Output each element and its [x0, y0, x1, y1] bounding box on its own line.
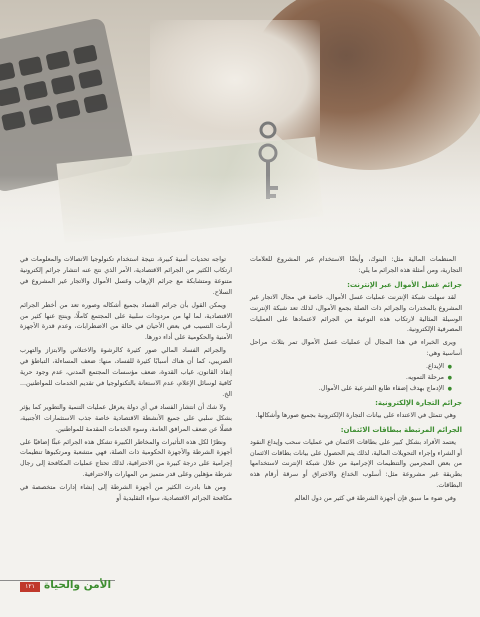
- paragraph: ونظرًا لكل هذه التأثيرات والمخاطر الكبيرة تشكل هذه الجرائم عبئًا إضافيًا على أجهزة الشرطة والأجهزة الحكومية ذات الصلة، فهي متشعبة ومرتكبوها تنظيمات إجرامية على درجة كبيرة من الاحترافية، لذلك تحتاج عمليات المكافحة إلى رجال شرطة مؤهلين وعلى قدر متميز من المهارات والاحترافية.: [20, 438, 232, 479]
- magazine-title: الأمن والحياة: [44, 579, 112, 591]
- paragraph: لقد سهلت شبكة الإنترنت عمليات غسل الأموال، خاصة في مجال الاتجار غير المشروع بالمخدرات والجرائم ذات الصلة بجمع الأموال، لذلك تعد شبكة الإنترنت الوسيلة المثالية لارتكاب هذه النوعية من الجرائم لاعتمادها على العمليات المصرفية الإلكترونية.: [250, 293, 462, 334]
- paragraph: وفي ضوء ما سبق فإن أجهزة الشرطة في كثير من دول العالم: [294, 495, 456, 503]
- paragraph: يعتمد الأفراد بشكل كبير على بطاقات الائتمان في عمليات سحب وإيداع النقود أو الشراء وإجراء التحويلات المالية، لذلك يتم الحصول على بيانات بطاقات الائتمان من بعض المجرمين والتنظيمات الإجرامية من خلال شبكة الإنترنت لاستخدامها بطريقة غير مشروعة مثل: أسلوب الخداع والاختراق أو سرقة أرقام هذه البطاقات.: [250, 438, 462, 490]
- list-item: ● مرحلة التمويه.: [250, 373, 452, 384]
- paragraph: ويرى الخبراء في هذا المجال أن عمليات غسل الأموال تمر بثلاث مراحل أساسية وهي:: [250, 339, 462, 358]
- section-heading: الجرائم المرتبطة ببطاقات الائتمان:: [340, 425, 462, 434]
- list-item: ● الإيداع.: [250, 362, 452, 373]
- paragraph: ولا شك أن انتشار الفساد في أي دولة يعرقل عمليات التنمية والتطوير كما يؤثر بشكل سلبي على جميع الأنشطة الاقتصادية خاصة جذب الاستثمارات الأجنبية، فضلًا عن ضعف المرافق العامة، وسوء الخدمات المقدمة للمواطنين.: [20, 403, 232, 433]
- section-heading: جرائم التجارة الإلكترونية:: [375, 398, 462, 407]
- page-number: ١٢١: [20, 582, 40, 592]
- article-column-left: [20, 255, 232, 507]
- paragraph: تواجه تحديات أمنية كبيرة، نتيجة استخدام تكنولوجيا الاتصالات والمعلومات في ارتكاب الكثير من الجرائم الاقتصادية، الأمر الذي نتج عنه انتشار جرائم إلكترونية متنوعة ومتشابكة مع جرائم الإرهاب وغسل الأموال والاتجار غير المشروع في السلاح.: [20, 256, 232, 296]
- section-heading: جرائم غسل الأموال عبر الإنترنت:: [347, 280, 462, 289]
- paragraph: ومن هنا بادرت الكثير من أجهزة الشرطة إلى إنشاء إدارات متخصصة في مكافحة الجرائم الاقتصادية، سواء التقليدية أو: [20, 484, 232, 503]
- article-column-right: [250, 255, 462, 507]
- paragraph: المنظمات المالية مثل: البنوك، وأيضًا الاستخدام غير المشروع للعلامات التجارية، ومن أمثلة هذه الجرائم ما يلي:: [250, 256, 462, 274]
- paragraph: وهي تتمثل في الاعتداء على بيانات التجارة الإلكترونية بجميع صورها وأشكالها.: [255, 411, 456, 419]
- list-item: ● الإدماج بهدف إضفاء طابع الشرعية على الأموال.: [250, 384, 452, 395]
- stages-list: [250, 362, 462, 395]
- hero-image: [0, 0, 480, 245]
- paragraph: ويمكن القول بأن جرائم الفساد بجميع أشكاله وصوره تعد من أخطر الجرائم الاقتصادية، لما لها من مردودات سلبية على المجتمع كاملًا، وينتج عنها كثير من أزمات التسيب في بعض الأحيان في حالة من الاضطرابات، وعدم قدرة الأجهزة الأمنية والحكومية على أداء دورها.: [20, 301, 232, 342]
- paragraph: والجرائم الفساد المالي صور كثيرة كالرشوة والاختلاس والابتزاز والتهرب الضريبي، كما أن هناك أسبابًا كثيرة للفساد، منها: ضعف المساءلة، التباطؤ في إنفاذ القانون، غياب القدوة، ضعف مؤسسات المجتمع المدني، عدم وجود حرية كافية لوسائل الإعلام، عدم الاستعانة بالتكنولوجيا في تقديم الخدمات للمواطنين... الخ.: [20, 347, 232, 398]
